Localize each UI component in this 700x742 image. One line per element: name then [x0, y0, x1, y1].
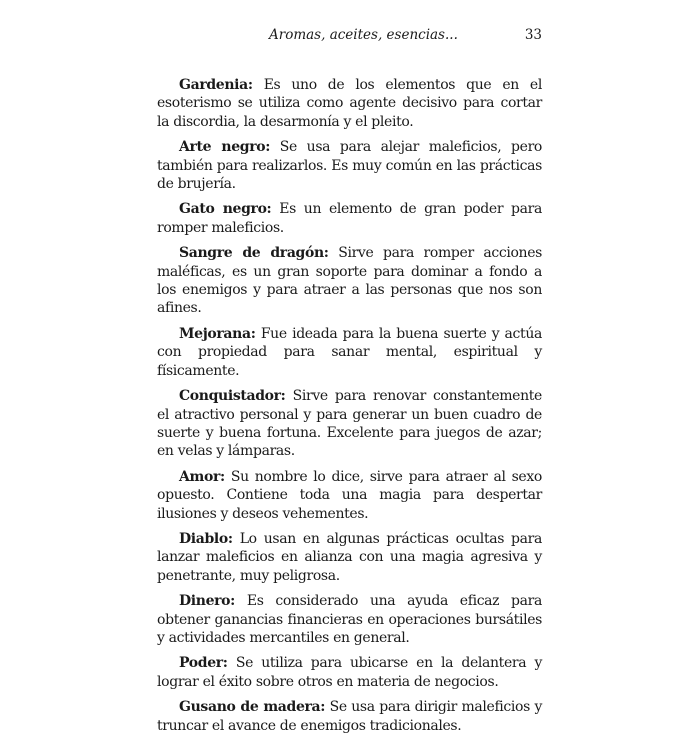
entry-diablo [157, 530, 542, 585]
entry-text: Su nombre lo dice, sirve para atraer al sexo opuesto. Contiene toda una magia para despertar ilusiones y deseos vehementes. [157, 468, 542, 522]
entry-term: Gardenia: [179, 77, 253, 93]
running-title: Aromas, aceites, esencias... [269, 27, 458, 43]
entry-text: Sirve para romper acciones maléficas, es un gran soporte para dominar a fondo a los enemigos y para atraer a las personas que nos son afines. [157, 245, 542, 317]
glossary-entries [157, 76, 542, 742]
entry-amor [157, 468, 542, 523]
entry-term: Mejorana: [179, 325, 256, 342]
entry-text: Es un elemento de gran poder para romper maleficios. [157, 201, 542, 236]
entry-term: Amor: [179, 468, 225, 485]
entry-text: Sirve para renovar constantemente el atractivo personal y para generar un buen cuadro de suerte y buena fortuna. Excelente para juegos de azar; en velas y lámparas. [157, 388, 542, 460]
entry-text: Se usa para dirigir maleficios y truncar el avance de enemigos tradicionales. [157, 699, 542, 734]
entry-text: Fue ideada para la buena suerte y actúa con propiedad para sanar mental, espiritual y físicamente. [157, 325, 542, 379]
entry-arte-negro [157, 138, 542, 193]
entry-term: Diablo: [179, 530, 233, 547]
entry-sangre-de-dragon [157, 244, 542, 318]
entry-text: Es uno de los elementos que en el esoterismo se utiliza como agente decisivo para cortar la discordia, la desarmonía y el pleito. [157, 77, 542, 130]
entry-term: Gato negro: [179, 201, 272, 218]
entry-text: Es considerado una ayuda eficaz para obtener ganancias financieras en operaciones bursátiles y actividades mercantiles en general. [157, 593, 542, 646]
entry-mejorana [157, 325, 542, 380]
entry-term: Poder: [179, 655, 228, 672]
entry-gusano-de-madera [157, 698, 542, 735]
running-head [157, 27, 542, 47]
entry-term: Dinero: [179, 593, 235, 610]
entry-gardenia [157, 76, 542, 131]
entry-conquistador [157, 387, 542, 461]
entry-text: Se usa para alejar maleficios, pero también para realizarlos. Es muy común en las prácticas de brujería. [157, 139, 542, 193]
entry-gato-negro [157, 200, 542, 237]
entry-term: Conquistador: [179, 388, 286, 405]
entry-term: Gusano de madera: [179, 699, 326, 716]
entry-term: Sangre de dragón: [179, 245, 329, 262]
entry-term: Arte negro: [179, 139, 271, 156]
entry-dinero [157, 592, 542, 647]
entry-text: Se utiliza para ubicarse en la delantera y lograr el éxito sobre otros en materia de negocios. [157, 655, 542, 690]
page-number: 33 [524, 27, 542, 43]
entry-poder [157, 654, 542, 691]
entry-text: Lo usan en algunas prácticas ocultas para lanzar maleficios en alianza con una magia agresiva y penetrante, muy peligrosa. [157, 530, 542, 584]
